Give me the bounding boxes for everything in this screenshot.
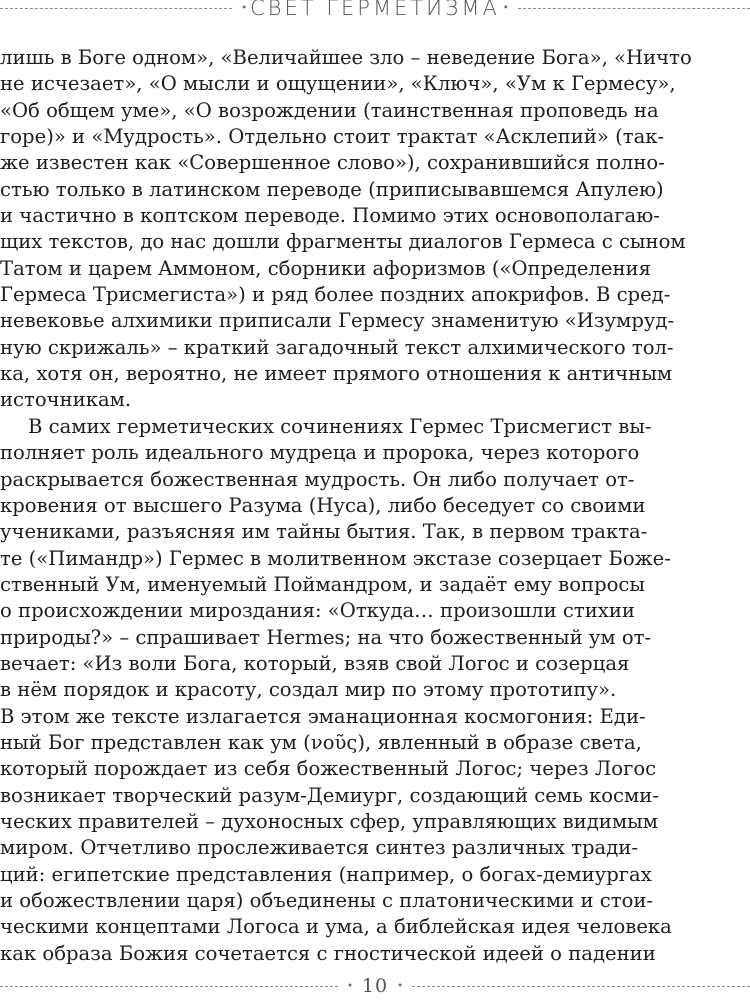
- text-line: Татом и царем Аммоном, сборники афоризмов («Определения: [0, 256, 651, 280]
- text-line: горе)» и «Мудрость». Отдельно стоит трактат «Асклепий» (так-: [0, 125, 665, 149]
- text-line: учениками, разъясняя им тайны бытия. Так, в первом тракта-: [0, 520, 648, 544]
- page-body: [0, 45, 750, 967]
- text-line: те («Пимандр») Гермес в молитвенном экстазе созерцает Боже-: [0, 546, 671, 570]
- page-number: 10: [361, 975, 389, 997]
- running-header-title: СВЕТ ГЕРМЕТИЗМА: [250, 0, 500, 19]
- paragraph-first-line: В самих герметических сочинениях Гермес Трисмегист вы-: [28, 414, 652, 438]
- header-rule-left: [0, 8, 232, 9]
- page-footer: [0, 974, 750, 998]
- header-ornament-dot-right: •: [502, 2, 509, 14]
- text-line: ственный Ум, именуемый Поймандром, и задаёт ему вопросы: [0, 572, 645, 596]
- text-line: и обожествлении царя) объединены с платоническими и стои-: [0, 889, 654, 912]
- text-line: раскрывается божественная мудрость. Он либо получает от-: [0, 467, 635, 491]
- text-line: и частично в коптском переводе. Помимо этих основополагаю-: [0, 204, 660, 228]
- text-line: природы?» – спрашивает Hermes; на что божественный ум от-: [0, 625, 652, 649]
- footer-ornament-dot-left: •: [347, 980, 353, 992]
- text-line: миром. Отчетливо прослеживается синтез различных тради-: [0, 836, 638, 860]
- text-line: стью только в латинском переводе (приписывавшемся Апулею): [0, 177, 664, 201]
- text-line: ный Бог представлен как ум (νοῦς), явленный в образе света,: [0, 730, 642, 754]
- text-line: В этом же тексте излагается эманационная космогония: Еди-: [0, 704, 646, 728]
- text-line: о происхождении мироздания: «Откуда… произошли стихии: [0, 599, 635, 623]
- header-rule-right: [518, 8, 750, 9]
- text-line: ческими концептами Логоса и ума, а библейская идея человека: [0, 915, 672, 939]
- text-line: кровения от высшего Разума (Нуса), либо беседует со своими: [0, 493, 646, 517]
- text-line: «Об общем уме», «О возрождении (таинственная проповедь на: [0, 98, 659, 122]
- text-line: Гермеса Трисмегиста») и ряд более поздних апокрифов. В сред-: [0, 283, 671, 307]
- header-ornament-dot-left: •: [241, 2, 248, 14]
- text-line: ка, хотя он, вероятно, не имеет прямого отношения к античным: [0, 362, 673, 386]
- running-header: [0, 0, 750, 19]
- text-line: который порождает из себя божественный Логос; через Логос: [0, 757, 657, 781]
- text-line: как образа Божия сочетается с гностической идеей о падении: [0, 941, 656, 965]
- text-line: ций: египетские представления (например, о богах-демиургах: [0, 862, 652, 886]
- text-line: ческих правителей – духоносных сфер, управляющих видимым: [0, 809, 658, 833]
- text-line: в нём порядок и красоту, создал мир по этому прототипу».: [0, 678, 617, 702]
- footer-rule-left: [0, 986, 338, 987]
- text-line: вечает: «Из воли Бога, который, взяв свой Логос и созерцая: [0, 651, 630, 675]
- footer-ornament-dot-right: •: [397, 980, 403, 992]
- footer-rule-right: [412, 986, 750, 987]
- text-line: полняет роль идеального мудреца и пророка, через которого: [0, 441, 640, 465]
- text-line: возникает творческий разум-Демиург, создающий семь косми-: [0, 783, 659, 807]
- text-line: невековье алхимики приписали Гермесу знаменитую «Изумруд-: [0, 309, 675, 333]
- text-line: источникам.: [0, 388, 132, 412]
- text-line: щих текстов, до нас дошли фрагменты диалогов Гермеса с сыном: [0, 230, 686, 254]
- text-line: же известен как «Совершенное слово»), сохранившийся полно-: [0, 151, 665, 175]
- text-line: лишь в Боге одном», «Величайшее зло – неведение Бога», «Ничто: [0, 46, 692, 69]
- text-line: не исчезает», «О мысли и ощущении», «Ключ», «Ум к Гермесу»,: [0, 72, 676, 96]
- text-line: ную скрижаль» – краткий загадочный текст алхимического тол-: [0, 335, 674, 359]
